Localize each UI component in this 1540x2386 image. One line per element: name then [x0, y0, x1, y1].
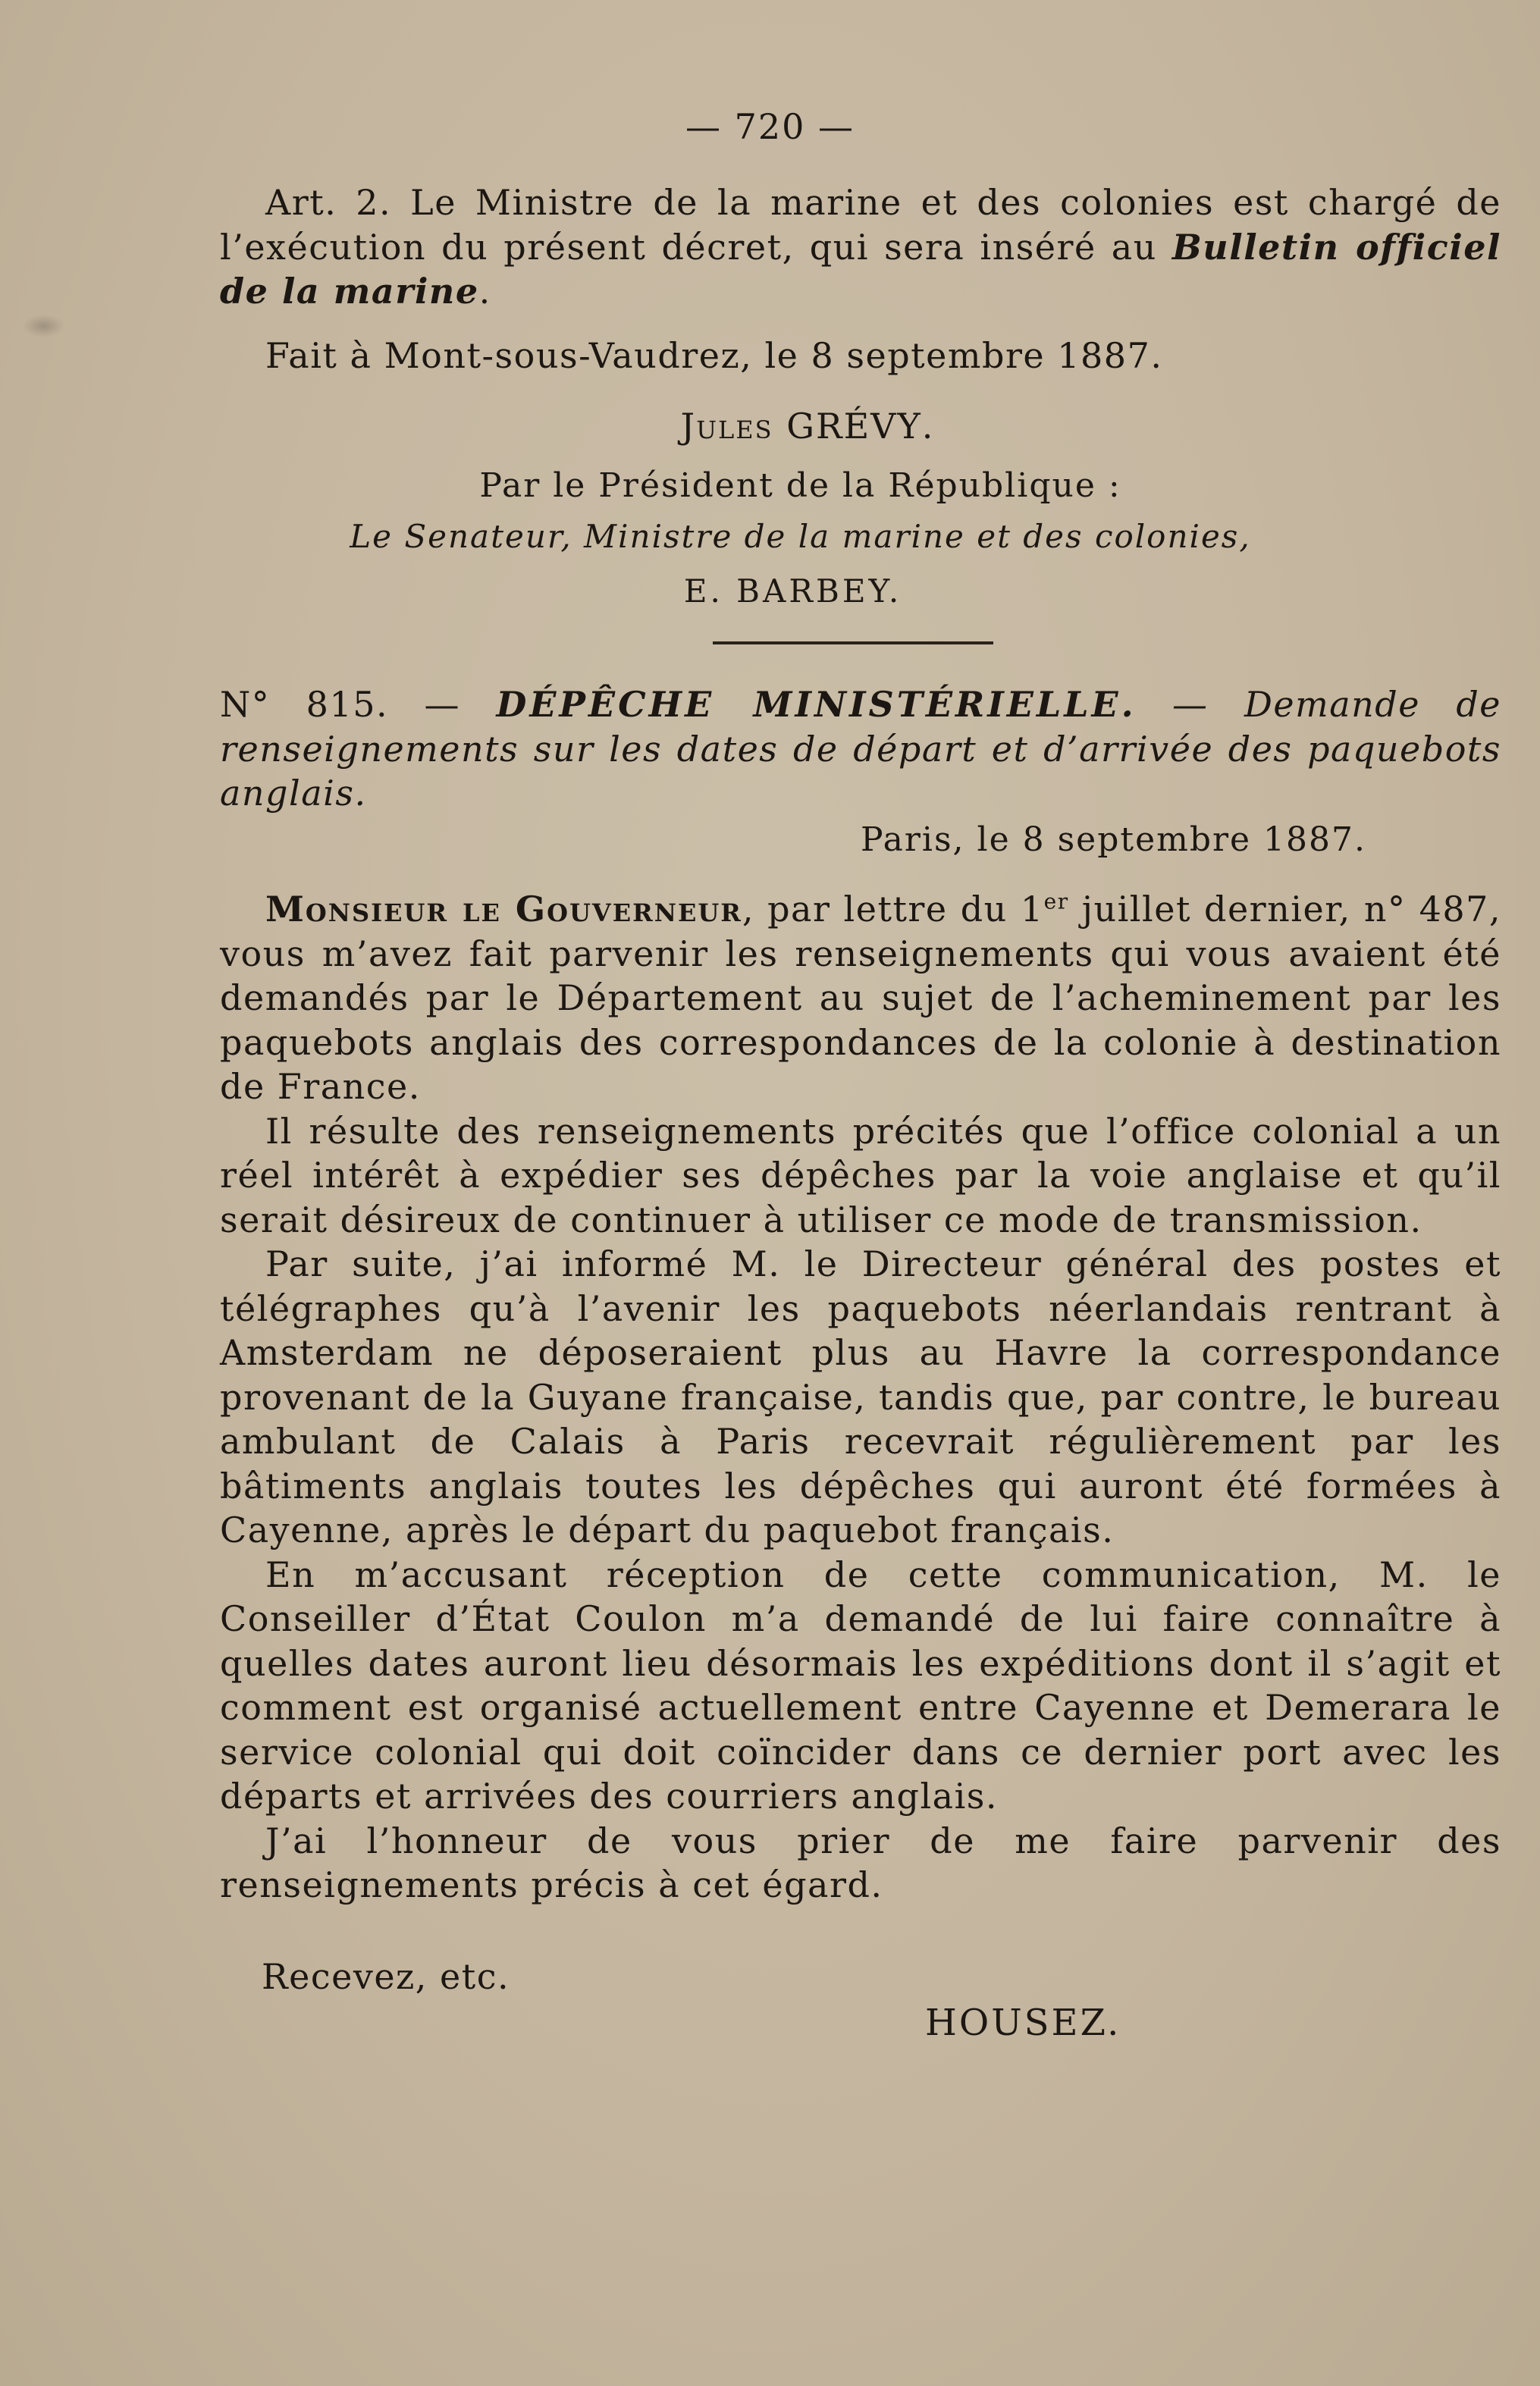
- letter-p1-b: juillet dernier, n° 487, vous m’avez fait parvenir les renseignements qui vous avaient été demandés par le Département au sujet de l’acheminement par les paquebots anglais des correspondances de la colonie à destination de France.: [220, 889, 1501, 1107]
- heading-number: N° 815. —: [220, 684, 461, 725]
- article-text: Le Ministre de la marine et des colonies est chargé de l’exécution du présent décret, qui sera inséré au: [220, 182, 1502, 268]
- signature-name-suffix: .: [921, 406, 936, 447]
- letter-p4: En m’accusant réception de cette communication, M. le Conseiller d’État Coulon m’a demandé de lui faire connaître à quelles dates auront lieu désormais les expéditions dont il s’agit et comment est organisé actuellement entre Cayenne et Demerara le service colonial qui doit coïncider dans ce dernier port avec les départs et arrivées des courriers anglais.: [220, 1554, 1501, 1817]
- letter-p3: Par suite, j’ai informé M. le Directeur général des postes et télégraphes qu’à l’avenir les paquebots néerlandais rentrant à Amsterdam ne déposeraient plus au Havre la correspondance provenant de la Guyane française, tandis que, par contre, le bureau ambulant de Calais à Paris recevrait régulièrement par les bâtiments anglais toutes les dépêches qui auront été formées à Cayenne, après le départ du paquebot français.: [220, 1243, 1501, 1550]
- letter-signer: HOUSEZ.: [925, 2002, 1121, 2044]
- letter-salutation: Monsieur le Gouverneur: [265, 889, 742, 930]
- barbey-signature: E. BARBEY.: [683, 572, 902, 610]
- heading-subtitle: — Demande de renseignements sur les dates de départ et d’arrivée des paquebots anglais.: [220, 684, 1502, 814]
- article-end: .: [478, 271, 491, 312]
- bulletin-title: Bulletin officiel de la marine: [220, 226, 1501, 312]
- article-paragraph: [220, 180, 1501, 314]
- page-number: — 720 —: [685, 106, 855, 147]
- par-president: Par le Président de la République :: [479, 466, 1121, 505]
- letter-closing: Recevez, etc.: [262, 1956, 510, 1997]
- section-divider: [713, 641, 993, 644]
- fait-text: Fait à Mont-sous-Vaudrez, le 8 septembre 1887.: [265, 335, 1163, 376]
- heading-title: DÉPÊCHE MINISTÉRIELLE.: [496, 684, 1137, 725]
- article-prefix: Art. 2.: [265, 182, 392, 223]
- letter-p2: Il résulte des renseignements précités que l’office colonial a un réel intérêt à expédier ses dépêches par la voie anglaise et qu’il serait désireux de continuer à utiliser ce mode de transmission.: [220, 1110, 1501, 1240]
- letter-p1-sup: er: [1043, 889, 1069, 914]
- letter-p1-a: , par lettre du 1: [742, 889, 1044, 930]
- signature-name: [38, 406, 1540, 447]
- letter-body: [220, 887, 1501, 1908]
- signature-last-name: GRÉVY: [786, 406, 922, 447]
- depeche-heading: [220, 682, 1501, 816]
- letter-date: Paris, le 8 septembre 1887.: [861, 820, 1367, 859]
- senateur-line: Le Senateur, Ministre de la marine et des colonies,: [350, 518, 1251, 555]
- fait-line: [220, 334, 1501, 378]
- signature-first-name: Jules: [680, 406, 773, 447]
- paper-stain: [23, 315, 64, 337]
- letter-p5: J’ai l’honneur de vous prier de me faire parvenir des renseignements précis à cet égard.: [220, 1820, 1501, 1905]
